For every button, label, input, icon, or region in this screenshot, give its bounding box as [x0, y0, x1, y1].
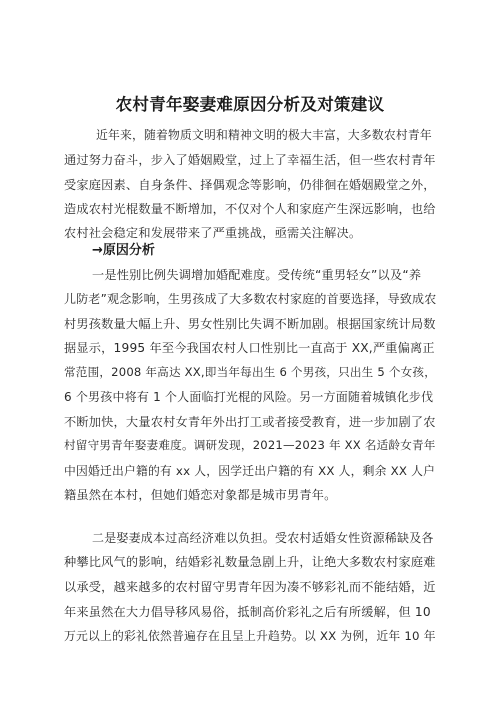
document-title: 农村青年娶妻难原因分析及对策建议: [115, 95, 385, 114]
intro-line: 近年来，随着物质文明和精神文明的极大丰富，大多数农村青年: [96, 128, 432, 142]
paragraph-line: 6 个男孩中将有 1 个人面临打光棍的风险。另一方面随着城镇化步伐: [64, 390, 434, 404]
paragraph-line: 据显示，1995 年至今我国农村人口性别比一直高于 XX,严重偏离正: [64, 341, 435, 355]
paragraph-line: 以承受，越来越多的农村留守男青年因为凑不够彩礼而不能结婚，近: [64, 580, 436, 594]
paragraph-line: 村男孩数量大幅上升、男女性别比失调不断加剧。根据国家统计局数: [64, 317, 436, 331]
paragraph-line: 籍虽然在本村，但她们婚恋对象都是城市男青年。: [64, 488, 337, 502]
section-heading: →原因分析: [92, 243, 155, 258]
paragraph-line: 常范围，2008 年高达 XX,即当年每出生 6 个男孩，只出生 5 个女孩，: [64, 365, 436, 379]
paragraph-line: 村留守男青年娶妻难度。调研发现，2021—2023 年 XX 名适龄女青年: [64, 438, 436, 452]
paragraph-line: 种攀比风气的影响，结婚彩礼数量急剧上升，让绝大多数农村家庭难: [64, 555, 436, 569]
intro-line: 受家庭因素、自身条件、择偶观念等影响，仍徘徊在婚姻殿堂之外，: [64, 178, 436, 192]
intro-line: 造成农村光棍数量不断增加，不仅对个人和家庭产生深远影响，也给: [64, 202, 436, 216]
paragraph-line: 不断加快，大量农村女青年外出打工或者接受教育，进一步加剧了农: [64, 415, 436, 429]
paragraph-line: 年来虽然在大力倡导移风易俗，抵制高价彩礼之后有所缓解，但 10: [64, 605, 431, 619]
paragraph-line: 儿防老”观念影响，生男孩成了大多数农村家庭的首要选择，导致成农: [64, 292, 437, 306]
intro-line: 通过努力奋斗，步入了婚姻殿堂，过上了幸福生活，但一些农村青年: [64, 153, 436, 167]
paragraph-line: 中因婚迁出户籍的有 xx 人，因学迁出户籍的有 XX 人，剩余 XX 人户: [64, 464, 436, 478]
paragraph-line: 万元以上的彩礼依然普遍存在且呈上升趋势。以 XX 为例，近年 10 年: [64, 629, 436, 643]
paragraph-line: 一是性别比例失调增加婚配难度。受传统“重男轻女”以及“养: [92, 268, 422, 282]
intro-line: 农村社会稳定和发展带来了严重挑战，亟需关注解决。: [64, 226, 362, 240]
paragraph-line: 二是娶妻成本过高经济难以负担。受农村适婚女性资源稀缺及各: [92, 531, 434, 545]
